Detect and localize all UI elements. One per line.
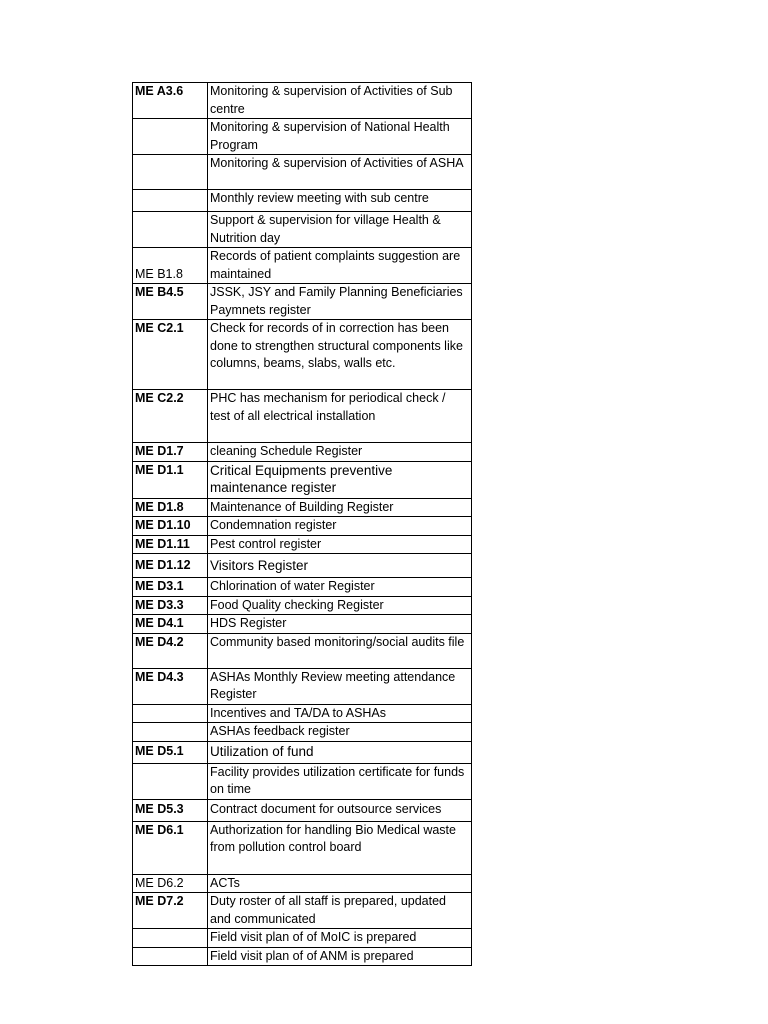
table-row [133,578,472,597]
table-row [133,893,472,929]
table-row [133,821,472,874]
table-row [133,320,472,390]
row-code: ME D1.12 [133,554,208,578]
table-row [133,284,472,320]
row-description: Monitoring & supervision of Activities of Sub centre [208,83,472,119]
row-description: Incentives and TA/DA to ASHAs [208,704,472,723]
row-description: Facility provides utilization certificate for funds on time [208,763,472,799]
table-row [133,190,472,212]
row-code [133,704,208,723]
row-description: Visitors Register [208,554,472,578]
row-code [133,947,208,966]
row-description: Records of patient complaints suggestion are maintained [208,248,472,284]
row-description: Condemnation register [208,517,472,536]
row-code: ME C2.2 [133,390,208,443]
row-code [133,190,208,212]
table-row [133,155,472,190]
row-code [133,763,208,799]
table-row [133,248,472,284]
row-code: ME D4.1 [133,615,208,634]
table-row [133,704,472,723]
table-row [133,498,472,517]
table-row [133,633,472,668]
row-description: Field visit plan of of ANM is prepared [208,947,472,966]
register-table [132,82,472,966]
row-code: ME D3.1 [133,578,208,597]
row-code: ME D4.3 [133,668,208,704]
row-code: ME D6.1 [133,821,208,874]
row-description: Monitoring & supervision of National Health Program [208,119,472,155]
row-description: Duty roster of all staff is prepared, updated and communicated [208,893,472,929]
row-code: ME D1.1 [133,461,208,498]
row-description: Maintenance of Building Register [208,498,472,517]
table-row [133,929,472,948]
row-description: Pest control register [208,535,472,554]
row-description: Monthly review meeting with sub centre [208,190,472,212]
table-row [133,83,472,119]
row-description: Food Quality checking Register [208,596,472,615]
row-description: Field visit plan of of MoIC is prepared [208,929,472,948]
row-code: ME D7.2 [133,893,208,929]
row-description: Utilization of fund [208,741,472,763]
row-code [133,212,208,248]
table-row [133,741,472,763]
row-description: Chlorination of water Register [208,578,472,597]
row-code: ME D1.8 [133,498,208,517]
row-description: cleaning Schedule Register [208,443,472,462]
table-row [133,554,472,578]
row-code: ME D4.2 [133,633,208,668]
row-code: ME D6.2 [133,874,208,893]
table-row [133,668,472,704]
row-description: JSSK, JSY and Family Planning Beneficiaries Paymnets register [208,284,472,320]
table-row [133,390,472,443]
table-row [133,596,472,615]
table-row [133,799,472,821]
table-row [133,947,472,966]
row-code [133,155,208,190]
table-row [133,763,472,799]
row-description: ASHAs feedback register [208,723,472,742]
table-row [133,461,472,498]
row-description: Contract document for outsource services [208,799,472,821]
row-code [133,119,208,155]
table-row [133,535,472,554]
row-code: ME C2.1 [133,320,208,390]
row-description: Monitoring & supervision of Activities of ASHA [208,155,472,190]
table-row [133,615,472,634]
row-code: ME B1.8 [133,248,208,284]
row-description: Authorization for handling Bio Medical waste from pollution control board [208,821,472,874]
row-code: ME D1.10 [133,517,208,536]
table-row [133,723,472,742]
table-row [133,874,472,893]
row-description: Community based monitoring/social audits file [208,633,472,668]
row-code [133,723,208,742]
row-description: HDS Register [208,615,472,634]
row-description: Support & supervision for village Health & Nutrition day [208,212,472,248]
row-description: Critical Equipments preventive maintenance register [208,461,472,498]
table-row [133,212,472,248]
table-row [133,517,472,536]
row-code: ME D1.7 [133,443,208,462]
row-code: ME D5.1 [133,741,208,763]
row-description: ASHAs Monthly Review meeting attendance Register [208,668,472,704]
row-code: ME A3.6 [133,83,208,119]
row-description: ACTs [208,874,472,893]
row-code: ME D3.3 [133,596,208,615]
table-row [133,119,472,155]
row-code: ME B4.5 [133,284,208,320]
row-description: PHC has mechanism for periodical check / test of all electrical installation [208,390,472,443]
row-description: Check for records of in correction has been done to strengthen structural components like columns, beams, slabs, walls etc. [208,320,472,390]
row-code [133,929,208,948]
row-code: ME D1.11 [133,535,208,554]
table-row [133,443,472,462]
row-code: ME D5.3 [133,799,208,821]
